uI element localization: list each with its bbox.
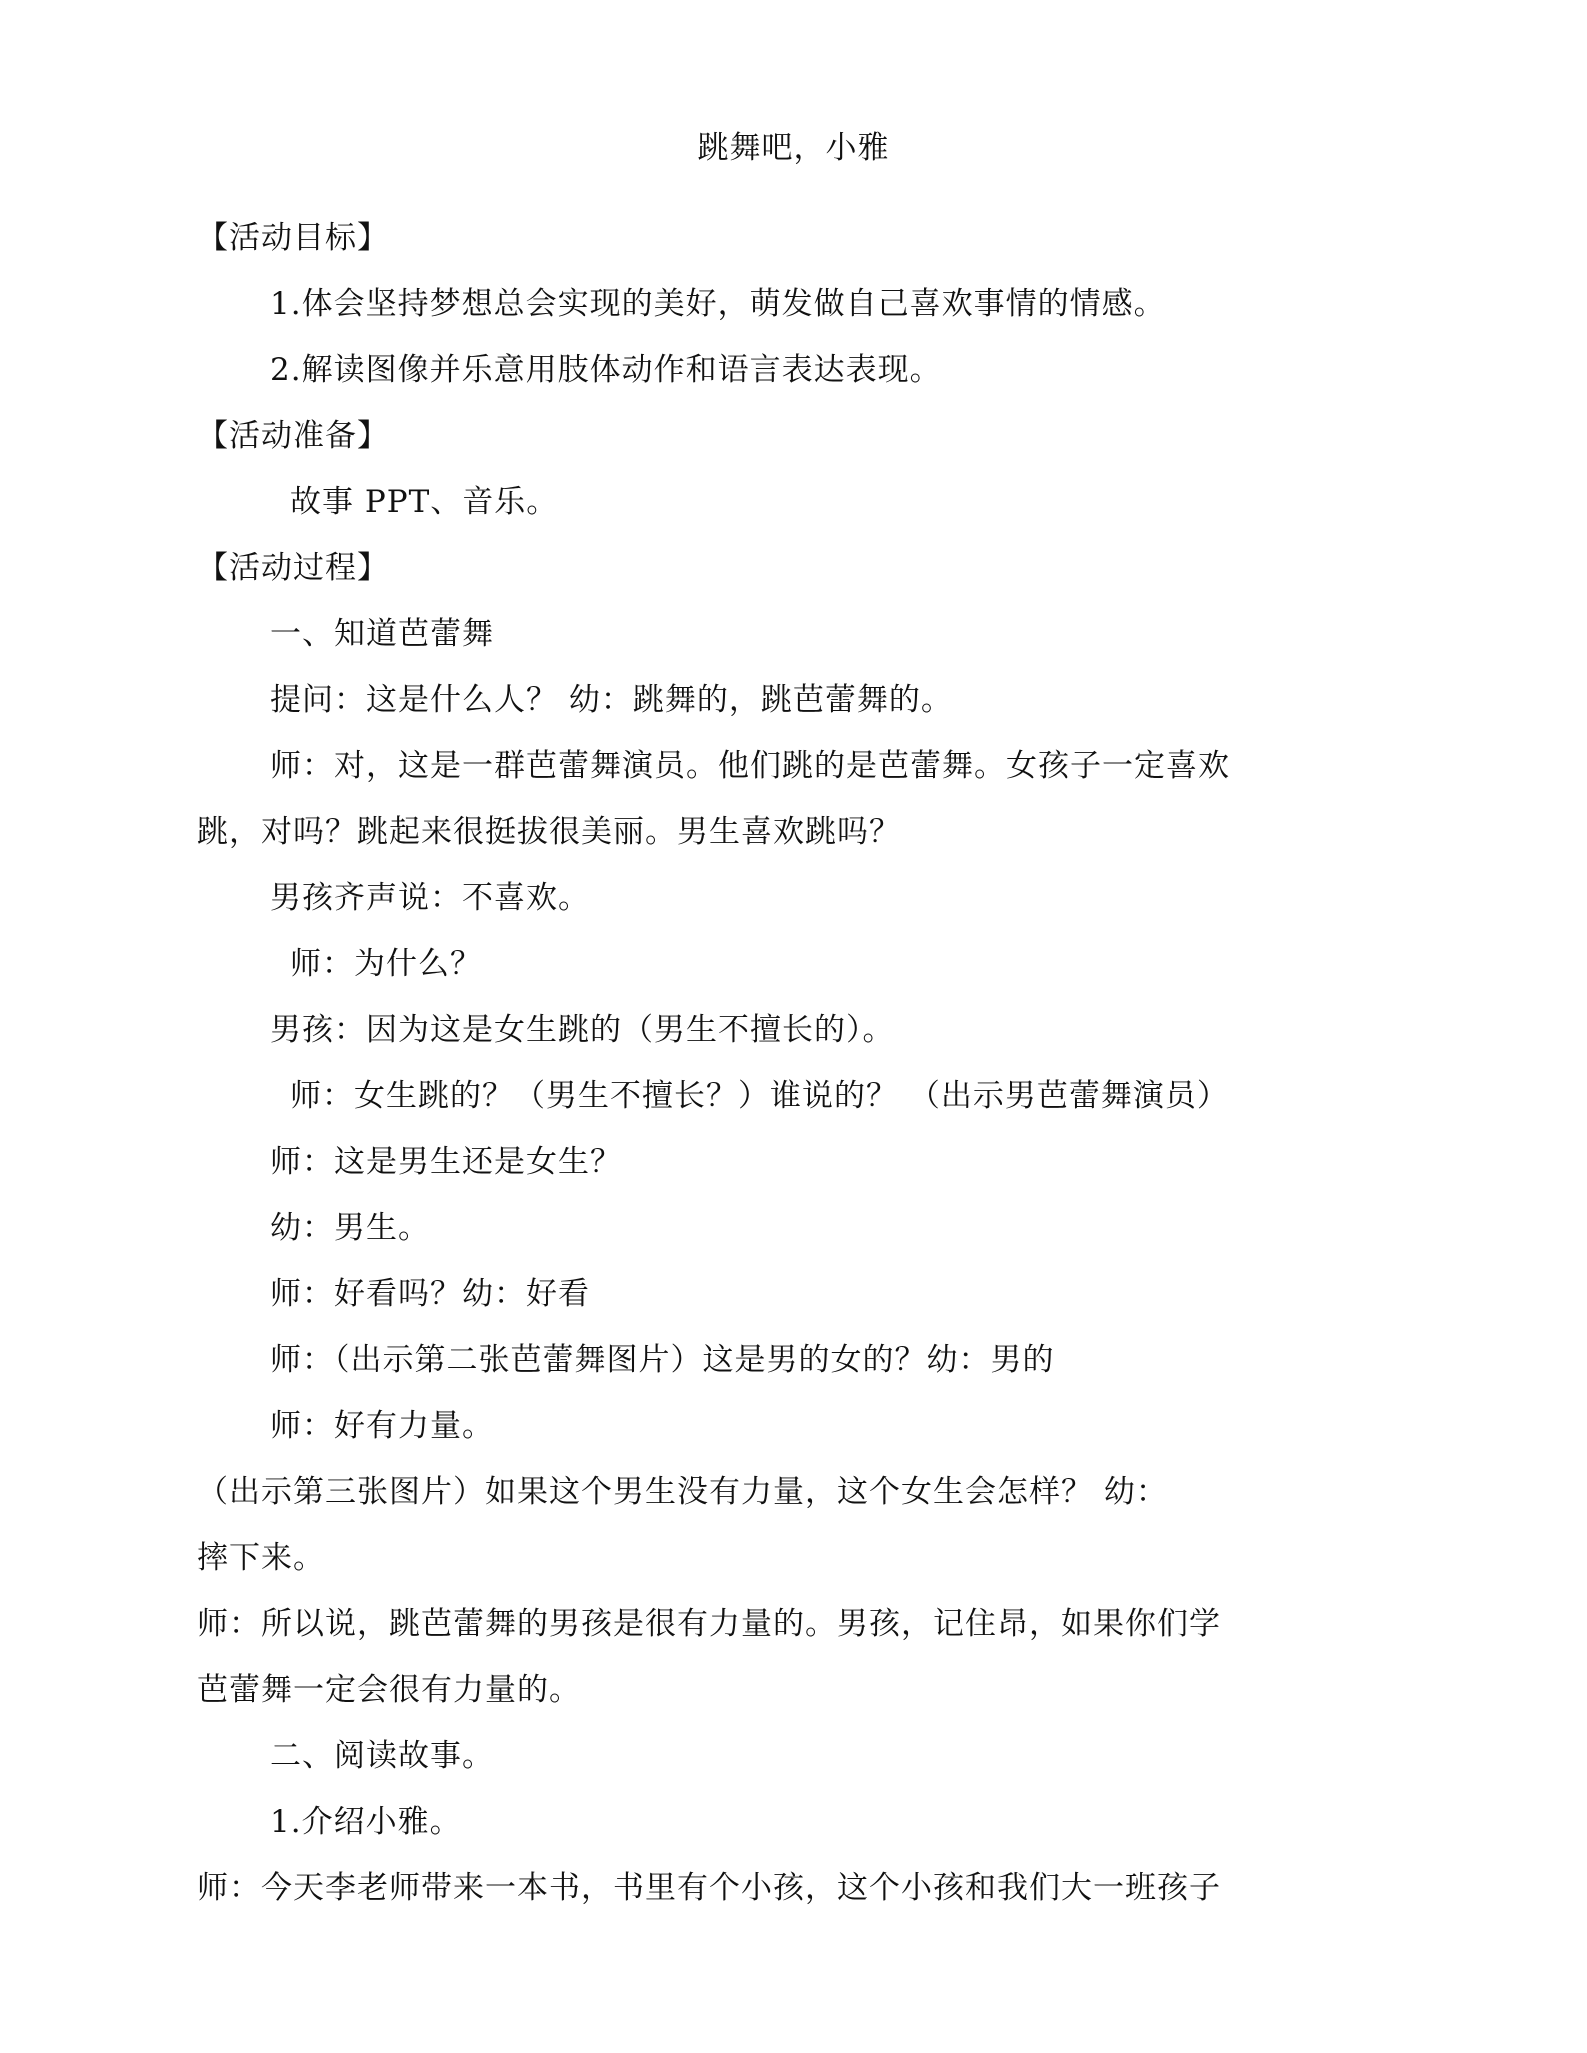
process-line: 芭蕾舞一定会很有力量的。 — [197, 1672, 581, 1708]
process-line: 1.介绍小雅。 — [270, 1804, 462, 1840]
goal-item: 1.体会坚持梦想总会实现的美好，萌发做自己喜欢事情的情感。 — [270, 286, 1166, 322]
process-line: 跳，对吗？跳起来很挺拔很美丽。男生喜欢跳吗？ — [197, 814, 901, 850]
section-heading-prep: 【活动准备】 — [197, 418, 389, 454]
process-line: 师：好看吗？幼：好看 — [270, 1276, 590, 1312]
process-line: 摔下来。 — [197, 1540, 325, 1576]
process-line: 二、阅读故事。 — [270, 1738, 494, 1774]
process-line: 师：这是男生还是女生？ — [270, 1144, 622, 1180]
prep-text: 故事 PPT、音乐。 — [290, 484, 559, 520]
document-title: 跳舞吧，小雅 — [697, 130, 890, 166]
process-line: 男孩齐声说：不喜欢。 — [270, 880, 590, 916]
process-line: 男孩：因为这是女生跳的（男生不擅长的）。 — [270, 1012, 895, 1048]
process-line: （出示第三张图片）如果这个男生没有力量，这个女生会怎样？ 幼： — [197, 1474, 1168, 1510]
section-heading-goals: 【活动目标】 — [197, 220, 389, 256]
process-line: 师：所以说，跳芭蕾舞的男孩是很有力量的。男孩，记住昂，如果你们学 — [197, 1606, 1221, 1642]
goal-item: 2.解读图像并乐意用肢体动作和语言表达表现。 — [270, 352, 942, 388]
process-line: 师：好有力量。 — [270, 1408, 494, 1444]
process-line: 一、知道芭蕾舞 — [270, 616, 494, 652]
process-line: 师：对，这是一群芭蕾舞演员。他们跳的是芭蕾舞。女孩子一定喜欢 — [270, 748, 1230, 784]
process-line: 师：今天李老师带来一本书，书里有个小孩，这个小孩和我们大一班孩子 — [197, 1870, 1221, 1906]
process-line: 师：（出示第二张芭蕾舞图片）这是男的女的？幼：男的 — [270, 1342, 1055, 1378]
section-heading-process: 【活动过程】 — [197, 550, 389, 586]
process-line: 提问：这是什么人？ 幼：跳舞的，跳芭蕾舞的。 — [270, 682, 953, 718]
process-line: 师：为什么？ — [290, 946, 482, 982]
process-line: 师：女生跳的？（男生不擅长？）谁说的？ （出示男芭蕾舞演员） — [290, 1078, 1229, 1114]
process-line: 幼：男生。 — [270, 1210, 430, 1246]
